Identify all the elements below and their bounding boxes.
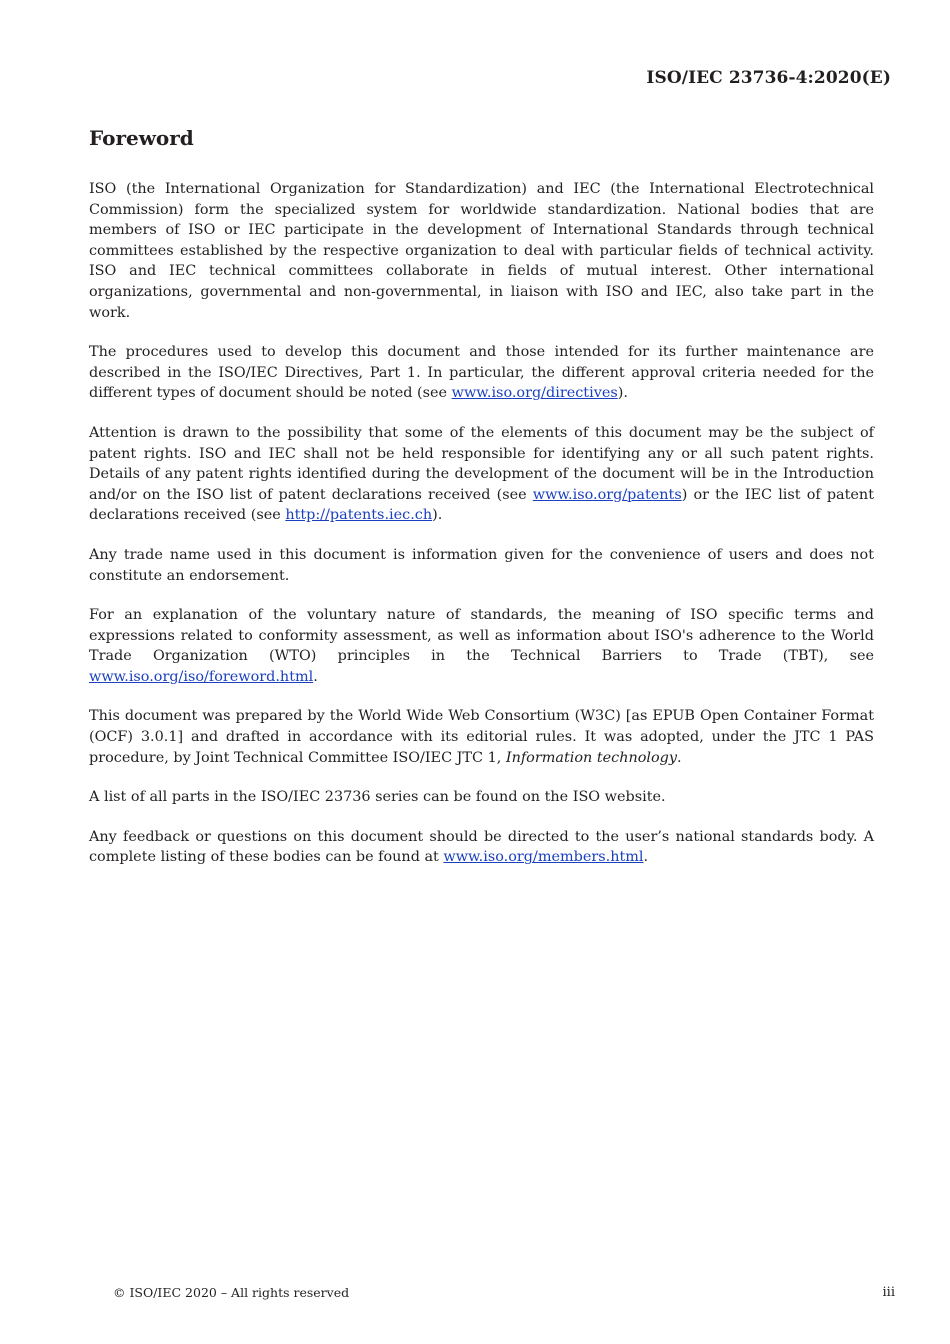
foreword-body — [89, 179, 874, 887]
paragraph-procedures-end: ). — [617, 385, 628, 402]
foreword-info-link[interactable]: www.iso.org/iso/foreword.html — [89, 668, 314, 685]
page-title: Foreword — [89, 126, 194, 150]
paragraph-patents-text: Attention is drawn to the possibility that some of the elements of this document may be the subject of patent rights. ISO and IEC shall not be held responsible for identifying any or all such patent rights. Details of any patent rights identified during the development of the document will be in the Introduction and/or on the ISO list of patent declarations received (see — [89, 424, 874, 503]
paragraph-standardization: ISO (the International Organization for Standardization) and IEC (the International Electrotechnical Commission) form the specialized system for worldwide standardization. National bodies that are members of ISO or IEC participate in the development of International Standards through technical committees established by the respective organization to deal with particular fields of technical activity. ISO and IEC technical committees collaborate in fields of mutual interest. Other international organizations, governmental and non-governmental, in liaison with ISO and IEC, also take part in the work. — [89, 181, 874, 321]
paragraph-prepared-text: This document was prepared by the World Wide Web Consortium (W3C) [as EPUB Open Container Format (OCF) 3.0.1] and drafted in accordance with its editorial rules. It was adopted, under the JTC 1 PAS procedure, by Joint Technical Committee ISO/IEC JTC 1, — [89, 708, 874, 766]
members-link[interactable]: www.iso.org/members.html — [443, 849, 644, 866]
directives-link[interactable]: www.iso.org/directives — [451, 385, 618, 402]
paragraph-voluntary-nature — [89, 605, 874, 687]
committee-title: Information technology — [505, 749, 678, 766]
paragraph-feedback-text: Any feedback or questions on this document should be directed to the user’s national standards body. A complete listing of these bodies can be found at — [89, 828, 874, 866]
iec-patents-link[interactable]: http://patents.iec.ch — [285, 507, 433, 524]
copyright-notice: © ISO/IEC 2020 – All rights reserved — [113, 1285, 350, 1300]
paragraph-voluntary-text: For an explanation of the voluntary nature of standards, the meaning of ISO specific terms and expressions related to conformity assessment, as well as information about ISO's adherence to the World Trade Organization (WTO) principles in the Technical Barriers to Trade (TBT), see — [89, 607, 874, 665]
paragraph-parts-list: A list of all parts in the ISO/IEC 23736 series can be found on the ISO website. — [89, 789, 666, 806]
paragraph-feedback-end: . — [643, 849, 649, 866]
paragraph-trade-name: Any trade name used in this document is information given for the convenience of users and does not constitute an endorsement. — [89, 546, 874, 584]
paragraph-procedures — [89, 342, 874, 404]
paragraph-prepared-end: . — [677, 749, 682, 766]
paragraph-procedures-text: The procedures used to develop this document and those intended for its further maintenance are described in the ISO/IEC Directives, Part 1. In particular, the different approval criteria needed for the different types of document should be noted (see — [89, 344, 874, 402]
paragraph-patents — [89, 423, 874, 526]
paragraph-feedback — [89, 827, 874, 868]
paragraph-patents-middle: ) or the IEC list of patent declarations received (see — [89, 486, 874, 524]
paragraph-prepared-by — [89, 706, 874, 768]
paragraph-voluntary-end: . — [313, 668, 318, 685]
paragraph-patents-end: ). — [432, 507, 443, 524]
iso-patents-link[interactable]: www.iso.org/patents — [532, 486, 682, 503]
document-id: ISO/IEC 23736-4:2020(E) — [646, 68, 891, 88]
page-number: iii — [882, 1285, 895, 1300]
